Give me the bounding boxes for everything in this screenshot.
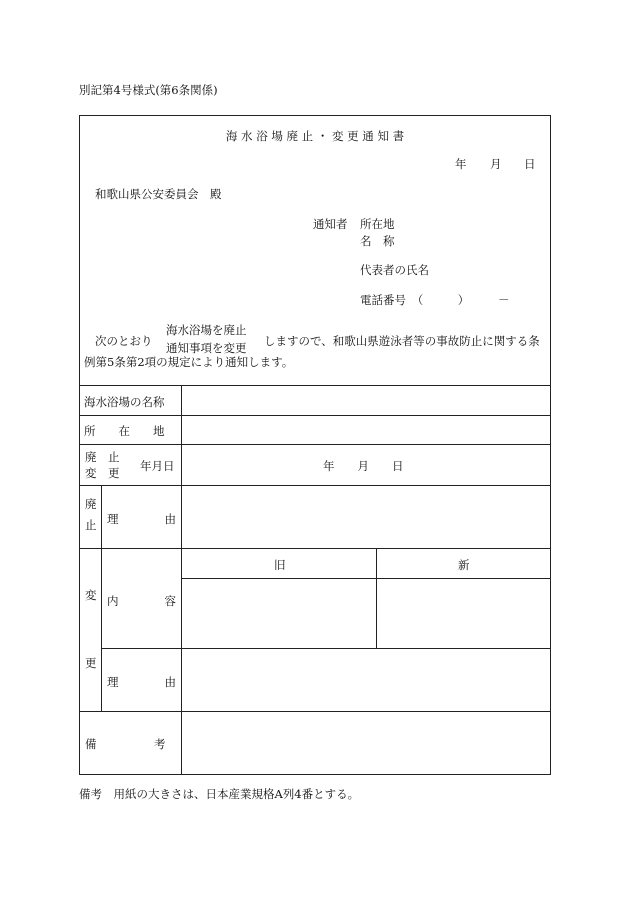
abolish-label-2: 止 (85, 518, 97, 532)
table-top-border (79, 385, 551, 386)
statement-option-change: 通知事項を変更 (166, 341, 247, 355)
change-label-2: 更 (85, 656, 97, 670)
notifier-label: 通知者 (313, 217, 348, 231)
date-day: 日 (524, 157, 536, 171)
remarks-label: 備 考 (85, 737, 166, 751)
notifier-address-label: 所在地 (360, 217, 395, 231)
statement-suffix: しますので、和歌山県遊泳者等の事故防止に関する条 (264, 334, 540, 348)
statement-option-abolish: 海水浴場を廃止 (166, 323, 247, 337)
change-reason-label: 理 由 (107, 675, 176, 689)
row-divider (79, 548, 551, 549)
abolish-reason-label: 理 由 (107, 512, 176, 526)
row-divider (79, 444, 551, 445)
form-reference: 別記第4号様式(第6条関係) (79, 83, 218, 97)
column-divider (101, 485, 102, 711)
form-title: 海 水 浴 場 廃 止 ・ 変 更 通 知 書 (225, 129, 405, 143)
row-divider (181, 578, 551, 579)
location-label: 所 在 地 (84, 424, 165, 438)
date-label-abolish: 廃 止 (85, 450, 120, 464)
old-column-label: 旧 (274, 558, 286, 572)
abolish-label-1: 廃 (85, 497, 97, 511)
row-divider (79, 711, 551, 712)
statement-prefix: 次のとおり (95, 334, 153, 348)
row-divider (79, 415, 551, 416)
date-month: 月 (490, 157, 502, 171)
phone-label: 電話番号 （ ） － (360, 293, 510, 307)
column-divider (181, 385, 182, 775)
date-label-change: 変 更 (85, 466, 120, 480)
row-divider (79, 485, 551, 486)
notifier-name-label: 名 称 (360, 234, 395, 248)
date-label-suffix: 年月日 (140, 459, 175, 473)
statement-line2: 例第5条第2項の規定により通知します。 (84, 355, 294, 369)
column-divider (376, 548, 377, 648)
representative-label: 代表者の氏名 (360, 263, 429, 277)
row-divider (101, 648, 551, 649)
date-value: 年 月 日 (323, 459, 404, 473)
footnote: 備考 用紙の大きさは、日本産業規格A列4番とする。 (79, 787, 360, 801)
change-label-1: 変 (85, 588, 97, 602)
beach-name-label: 海水浴場の名称 (84, 395, 165, 409)
change-content-label: 内 容 (107, 594, 176, 608)
addressee: 和歌山県公安委員会 殿 (95, 187, 222, 201)
date-year: 年 (455, 157, 467, 171)
new-column-label: 新 (458, 558, 470, 572)
